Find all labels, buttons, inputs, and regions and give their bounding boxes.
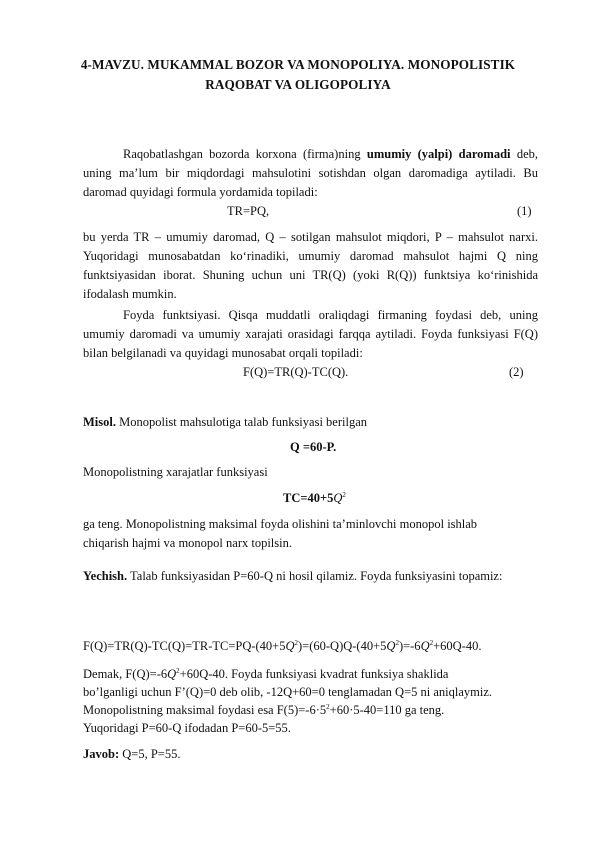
paragraph-revenue-definition <box>83 145 538 202</box>
example-intro <box>83 413 367 432</box>
example-question: ga teng. Monopolistning maksimal foyda olishini ta’minlovchi monopol ishlab chiqarish hajmi va monopol narx topilsin. <box>83 517 478 550</box>
solution-intro <box>83 567 523 586</box>
price-line: Yuqoridagi P=60-Q ifodadan P=60-5=55. <box>83 721 291 735</box>
paragraph-lead: Raqobatlashgan bozorda korxona (firma)ning <box>123 147 367 161</box>
example-text: Monopolist mahsulotiga talab funksiyasi berilgan <box>115 415 367 429</box>
solution-label: Yechish. <box>83 569 128 583</box>
formula-1: TR=PQ, <box>227 204 270 218</box>
paragraph-revenue-function: bu yerda TR – umumiy daromad, Q – sotilgan mahsulot miqdori, P – mahsulot narxi. Yuqoridagi munosabatdan ko‘rinadiki, umumiy daromad mahsulot hajmi Q ning funktsiyasidan iborat. Shuning uchun uni TR(Q) (yoki R(Q)) funktsiya ko‘rinishida ifodalash mumkin. <box>83 230 538 301</box>
equation-q-3: Q <box>420 639 430 653</box>
cost-function <box>283 489 346 508</box>
equation-part-c: )=-6 <box>398 639 421 653</box>
example-label: Misol. <box>83 415 116 429</box>
formula-1-number: (1) <box>517 204 532 218</box>
cost-exponent: 2 <box>342 490 346 499</box>
answer-line <box>83 745 180 764</box>
max-profit-part-b: +60·5-40=110 ga teng. <box>329 703 445 717</box>
cost-prefix: TC=40+5 <box>283 491 334 505</box>
cost-variable: Q <box>333 491 343 505</box>
equation-exp-2: 2 <box>395 638 399 647</box>
profit-equation <box>83 637 481 656</box>
answer-label: Javob: <box>83 747 120 761</box>
solution-text: Talab funksiyasidan P=60-Q ni hosil qilamiz. Foyda funksiyasini topamiz: <box>127 569 503 583</box>
title-line-1: 4-MAVZU. MUKAMMAL BOZOR VA MONOPOLIYA. MONOPOLISTIK <box>80 57 516 72</box>
max-profit-exp: 2 <box>326 702 330 711</box>
equation-exp-1: 2 <box>294 638 299 647</box>
max-profit-part-a: Monopolistning maksimal foydasi esa F(5)=-6·5 <box>83 703 327 717</box>
equation-part-b: )=(60-Q)Q-(40+5 <box>298 639 387 653</box>
cost-intro: Monopolistning xarajatlar funksiyasi <box>83 465 268 479</box>
derivative-line: bo’lganligi uchun F’(Q)=0 deb olib, -12Q+60=0 tenglamadan Q=5 ni aniqlaymiz. <box>83 685 493 699</box>
demak-exp: 2 <box>176 666 180 675</box>
equation-q-1: Q <box>285 639 295 653</box>
formula-2: F(Q)=TR(Q)-TC(Q). <box>243 365 349 379</box>
demak-part-b: +60Q-40. Foyda funksiyasi kvadrat funksiya shaklida <box>179 667 449 681</box>
title-line-2: RAQOBAT VA OLIGOPOLIYA <box>205 77 391 92</box>
max-profit-line <box>83 701 444 720</box>
equation-exp-3: 2 <box>429 638 434 647</box>
demak-part-a: Demak, F(Q)=-6 <box>83 667 168 681</box>
formula-2-number: (2) <box>509 365 524 379</box>
bold-term: umumiy (yalpi) daromadi <box>366 147 511 161</box>
answer-text: Q=5, P=55. <box>119 747 181 761</box>
demak-q: Q <box>167 667 177 681</box>
equation-q-2: Q <box>386 639 396 653</box>
paragraph-rest: deb, uning ma’lum bir miqdordagi mahsulotini sotishdan olgan daromadiga aytiladi. Bu daromad quyidagi formula yordamida topiladi: <box>83 147 538 199</box>
demak-line <box>83 665 448 684</box>
equation-part-d: +60Q-40. <box>433 639 482 653</box>
equation-part-a: F(Q)=TR(Q)-TC(Q)=TR-TC=PQ-(40+5 <box>83 639 286 653</box>
paragraph-profit-function: Foyda funktsiyasi. Qisqa muddatli oraliqdagi firmaning foydasi deb, uning umumiy daromadi va umumiy xarajati orasidagi farqqa aytiladi. Foyda funksiyasi F(Q) bilan belgilanadi va quyidagi munosabat orqali topiladi: <box>83 308 538 360</box>
page-title <box>40 55 556 95</box>
demand-function: Q =60-P. <box>290 440 337 454</box>
